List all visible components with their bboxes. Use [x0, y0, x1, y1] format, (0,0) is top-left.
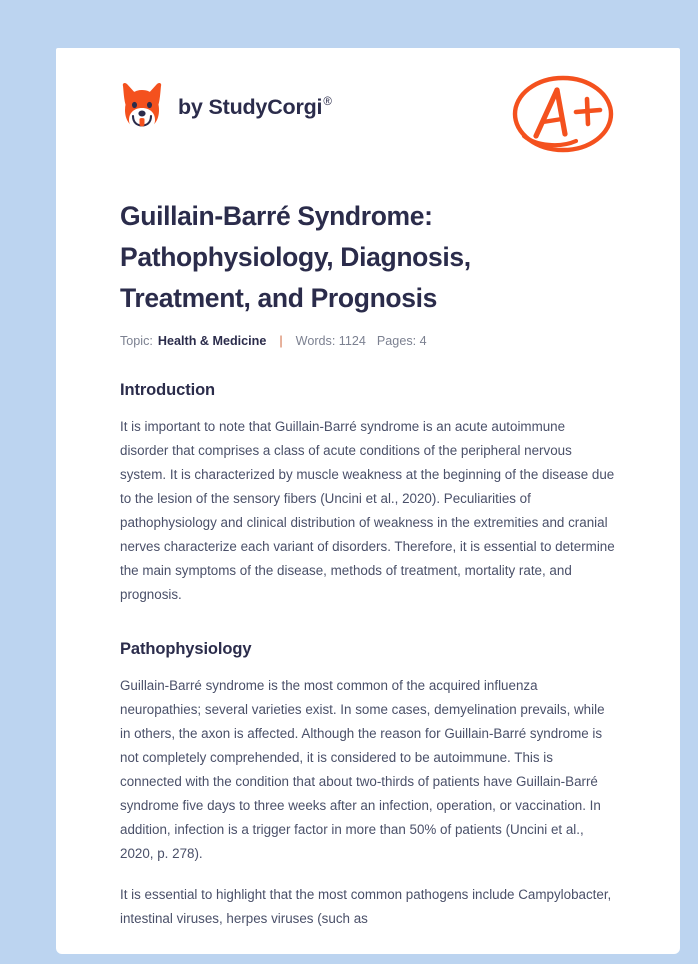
studycorgi-brand[interactable]	[120, 64, 332, 132]
section-paragraph: It is essential to highlight that the most common pathogens include Campylobacter, intestinal viruses, herpes viruses (such as	[120, 887, 612, 926]
document-content-area	[56, 48, 680, 931]
section-heading-introduction: Introduction	[120, 381, 216, 399]
page-title: Guillain-Barré Syndrome: Pathophysiology, Diagnosis, Treatment, and Prognosis	[120, 201, 471, 313]
section-heading-pathophysiology: Pathophysiology	[120, 640, 252, 658]
meta-page-count: Pages: 4	[376, 334, 427, 348]
brand-prefix: by	[178, 94, 209, 119]
corgi-logo-icon	[120, 82, 164, 132]
brand-name: StudyCorgi	[208, 94, 323, 119]
meta-separator: |	[279, 334, 283, 348]
meta-topic-value[interactable]: Health & Medicine	[157, 334, 267, 348]
meta-word-count: Words: 1124	[295, 334, 366, 348]
document-header	[120, 48, 616, 164]
a-plus-grade-badge-icon	[510, 70, 616, 158]
document-page-sheet	[56, 48, 680, 954]
registered-trademark-mark: ®	[323, 96, 332, 109]
section-paragraph: Guillain-Barré syndrome is the most common of the acquired influenza neuropathies; several varieties exist. In some cases, demyelination prevails, while in others, the axon is affected. Although the reason for Guillain-Barré syndrome is not completely comprehended, it is considered to be autoimmune. This is connected with the condition that about two-thirds of patients have Guillain-Barré syndrome five days to three weeks after an infection, operation, or vaccination. In addition, infection is a trigger factor in more than 50% of patients (Uncini et al., 2020, p. 278).	[120, 678, 605, 861]
meta-topic-label: Topic:	[120, 334, 153, 348]
brand-wordmark	[178, 95, 332, 120]
document-meta-row	[120, 334, 616, 348]
section-paragraph: It is important to note that Guillain-Barré syndrome is an acute autoimmune disorder that comprises a class of acute conditions of the peripheral nervous system. It is characterized by muscle weakness at the beginning of the disease due to the lesion of the sensory fibers (Uncini et al., 2020). Peculiarities of pathophysiology and clinical distribution of weakness in the extremities and cranial nerves characterize each variant of disorders. Therefore, it is essential to determine the main symptoms of the disease, methods of treatment, mortality rate, and prognosis.	[120, 419, 615, 602]
